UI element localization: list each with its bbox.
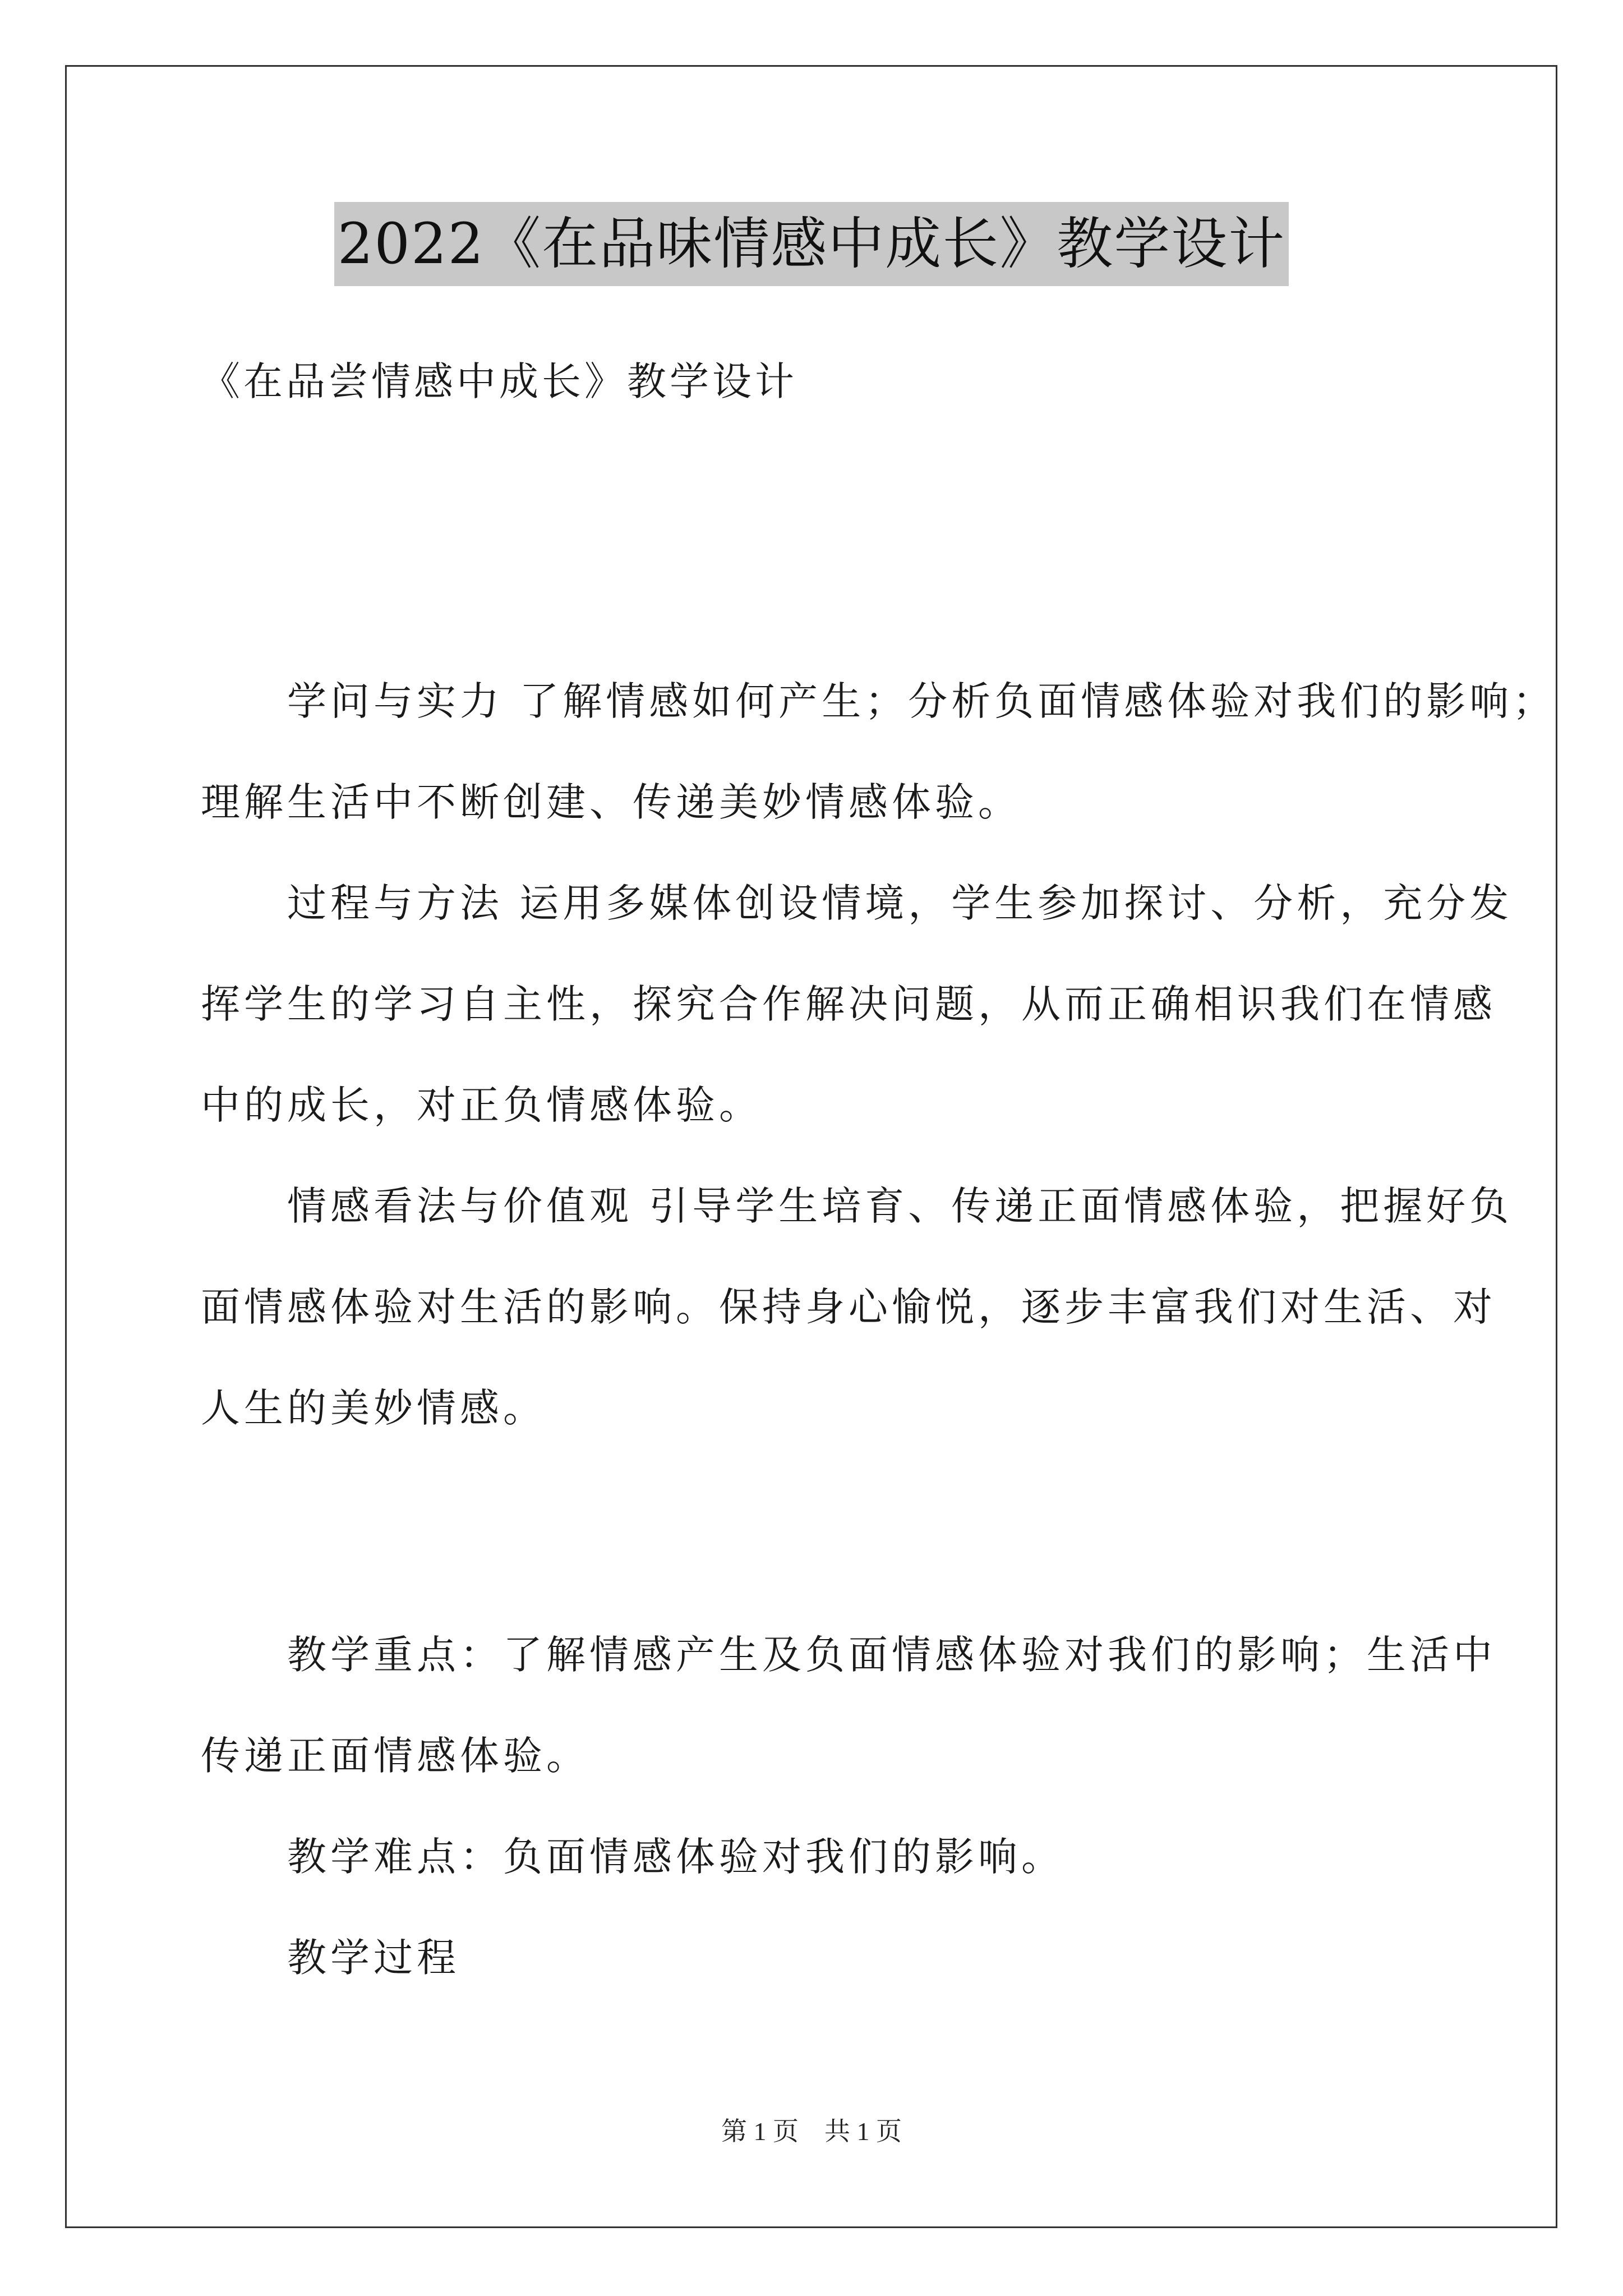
paragraph-emotion-values (201, 1178, 1513, 1436)
paragraph-line: 人生的美妙情感。 (201, 1385, 546, 1431)
paragraph-key-points (201, 1627, 1496, 1784)
paragraph-line: 教学难点：负面情感体验对我们的影响。 (201, 1834, 1064, 1880)
paragraph-line: 挥学生的学习自主性，探究合作解决问题，从而正确相识我们在情感 (201, 981, 1496, 1027)
page-footer: 第 1 页 共 1 页 (721, 2117, 902, 2146)
paragraph-line: 理解生活中不断创建、传递美妙情感体验。 (201, 779, 1021, 825)
paragraph-line: 面情感体验对生活的影响。保持身心愉悦，逐步丰富我们对生活、对 (201, 1284, 1496, 1330)
paragraph-line: 传递正面情感体验。 (201, 1733, 589, 1779)
document-subtitle: 《在品尝情感中成长》教学设计 (201, 358, 797, 404)
paragraph-line: 过程与方法 运用多媒体创设情境，学生参加探讨、分析，充分发 (201, 880, 1513, 926)
paragraph-knowledge-ability (201, 673, 1556, 830)
title-container (0, 202, 1623, 286)
paragraph-line: 中的成长，对正负情感体验。 (201, 1082, 762, 1128)
paragraph-line: 教学重点：了解情感产生及负面情感体验对我们的影响；生活中 (201, 1632, 1496, 1678)
paragraph-line: 教学过程 (201, 1935, 460, 1981)
paragraph-process-method (201, 875, 1513, 1133)
paragraph-line: 情感看法与价值观 引导学生培育、传递正面情感体验，把握好负 (201, 1183, 1513, 1229)
paragraph-line: 学问与实力 了解情感如何产生；分析负面情感体验对我们的影响； (201, 678, 1556, 724)
paragraph-difficulties (201, 1829, 1423, 1885)
paragraph-teaching-process (201, 1930, 1423, 1986)
document-title: 2022《在品味情感中成长》教学设计 (334, 202, 1289, 286)
